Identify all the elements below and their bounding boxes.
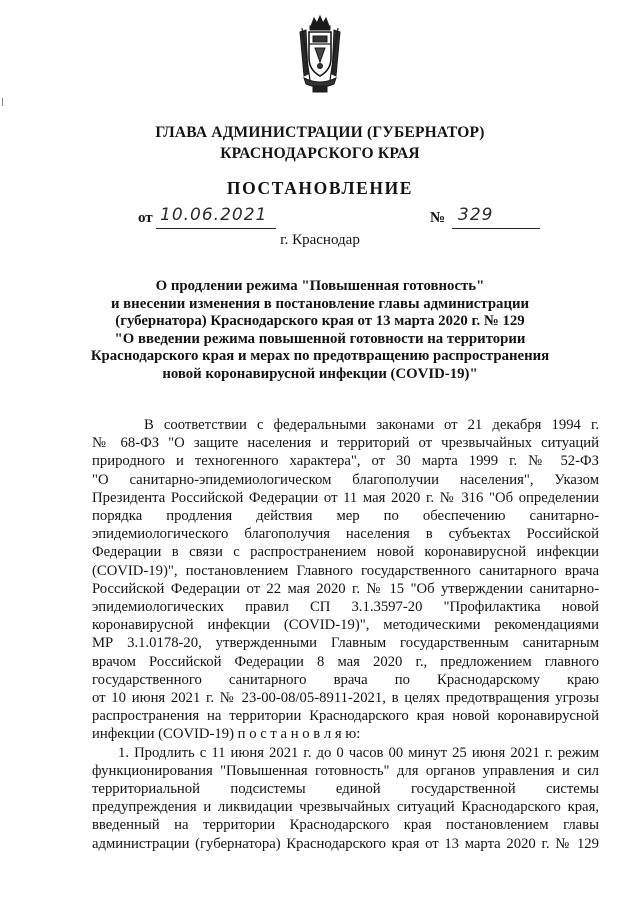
subject-line: и внесении изменения в постановление главы администрации <box>110 295 530 312</box>
body-line: распространения на территории Краснодарского края новой коронавирусной <box>92 708 599 725</box>
body-line: МР 3.1.0178-20, утвержденными Главным государственным санитарным <box>92 635 599 652</box>
issuing-authority-line-1: ГЛАВА АДМИНИСТРАЦИИ (ГУБЕРНАТОР) <box>155 124 485 141</box>
document-subject <box>70 278 570 384</box>
number-label: № <box>430 210 446 226</box>
body-line: территориальной подсистемы единой государственной системы <box>92 781 599 798</box>
date-label: от <box>138 210 153 226</box>
body-line: государственного санитарного врача по Краснодарскому краю <box>92 671 599 688</box>
body-line: эпидемиологических правил СП 3.1.3597-20 "Профилактика новой <box>92 599 599 616</box>
scan-margin-mark <box>2 98 3 106</box>
body-line: № 68-ФЗ "О защите населения и территорий от чрезвычайных ситуаций <box>92 435 599 452</box>
city-of-issue: г. Краснодар <box>280 232 360 248</box>
body-line: В соответствии с федеральными законами от 21 декабря 1994 г. <box>144 417 599 433</box>
handwritten-number: 329 <box>458 205 494 225</box>
coat-of-arms-icon <box>296 14 344 94</box>
body-line: функционирования "Повышенная готовность" для органов управления и сил <box>92 762 599 779</box>
date-number-line <box>0 206 640 230</box>
issuing-authority-line-2: КРАСНОДАРСКОГО КРАЯ <box>220 145 420 162</box>
body-line: коронавирусной инфекции (COVID-19)", методическими рекомендациями <box>92 617 599 634</box>
body-line: от 10 июня 2021 г. № 23-00-08/05-8911-2021, в целях предотвращения угрозы <box>92 690 599 707</box>
subject-line: новой коронавирусной инфекции (COVID-19)" <box>162 365 478 382</box>
body-line: порядка продления действия мер по обеспечению санитарно- <box>92 508 599 525</box>
body-line: врачом Российской Федерации 8 мая 2020 г., предложением главного <box>92 653 599 670</box>
body-line: предупреждения и ликвидации чрезвычайных ситуаций Краснодарского края, <box>92 799 599 816</box>
subject-line: Краснодарского края и мерах по предотвращению распространения <box>90 348 550 365</box>
body-line: природного и техногенного характера", от 30 марта 1999 г. № 52-ФЗ <box>92 453 599 470</box>
subject-line: (губернатора) Краснодарского края от 13 марта 2020 г. № 129 <box>115 313 525 330</box>
subject-line: "О введении режима повышенной готовности на территории <box>114 330 526 347</box>
subject-line: О продлении режима "Повышенная готовность" <box>155 278 485 294</box>
handwritten-date: 10.06.2021 <box>160 205 268 225</box>
body-line: Федерации в связи с распространением новой коронавирусной инфекции <box>92 544 599 561</box>
body-line: Президента Российской Федерации от 11 мая 2020 г. № 316 "Об определении <box>92 489 599 506</box>
number-underline <box>452 228 540 229</box>
document-body <box>92 416 599 853</box>
body-line: введенный на территории Краснодарского края постановлением главы <box>92 817 599 834</box>
body-line: "О санитарно-эпидемиологическом благополучии населения", Указом <box>92 471 599 488</box>
body-line: (COVID-19)", постановлением Главного государственного санитарного врача <box>92 562 599 579</box>
body-line: инфекции (COVID-19) п о с т а н о в л я ю: <box>92 726 361 743</box>
document-type-title: ПОСТАНОВЛЕНИЕ <box>226 178 414 198</box>
date-underline <box>156 228 276 229</box>
body-line: Российской Федерации от 22 мая 2020 г. № 15 "Об утверждении санитарно- <box>92 580 599 597</box>
body-line: 1. Продлить с 11 июня 2021 г. до 0 часов 00 минут 25 июня 2021 г. режим <box>118 744 599 761</box>
body-line: эпидемиологического благополучия населения в субъектах Российской <box>92 526 599 543</box>
body-line: администрации (губернатора) Краснодарского края от 13 марта 2020 г. № 129 <box>92 835 599 852</box>
